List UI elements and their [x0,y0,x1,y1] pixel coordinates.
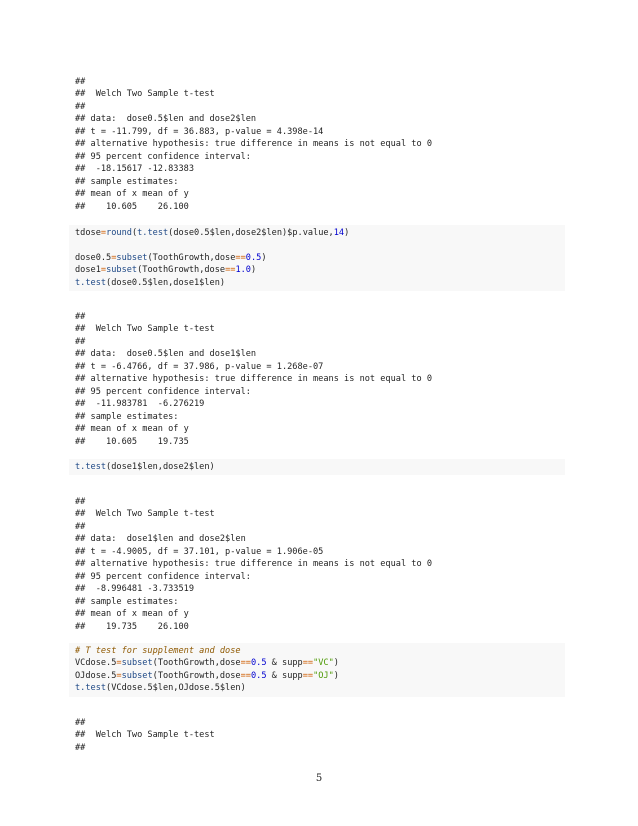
output-line: ## [75,497,86,507]
code-line: dose0.5=subset(ToothGrowth,dose==0.5) [75,252,267,263]
output-line: ## data: dose1$len and dose2$len [75,534,246,545]
page-number: 5 [315,773,323,784]
output-line: ## 10.605 19.735 [75,436,189,447]
output-line: ## [75,77,86,87]
output-line: ## mean of x mean of y [75,609,189,620]
output-line: ## 10.605 26.100 [75,201,189,212]
r-output-welch-test-1 [75,76,565,213]
code-line: t.test(dose0.5$len,dose1$len) [75,277,226,288]
output-line: ## alternative hypothesis: true difference in means is not equal to 0 [75,139,432,150]
output-line: ## sample estimates: [75,176,179,187]
output-line: ## t = -6.4766, df = 37.986, p-value = 1.268e-07 [75,361,324,372]
r-output-welch-test-4 [75,717,565,754]
r-output-welch-test-3 [75,496,565,633]
code-comment-line: # T test for supplement and dose [75,646,241,656]
r-code-block-2 [69,459,565,475]
r-code-block-3 [69,643,565,697]
code-line: t.test(VCdose.5$len,OJdose.5$len) [75,683,246,694]
output-line: ## [75,521,86,532]
output-line: ## [75,101,86,112]
output-line: ## mean of x mean of y [75,189,189,200]
code-line: VCdose.5=subset(ToothGrowth,dose==0.5 & supp=="VC") [75,658,339,669]
output-line: ## -8.996481 -3.733519 [75,584,194,595]
output-line: ## 95 percent confidence interval: [75,571,251,582]
output-line: ## Welch Two Sample t-test [75,89,215,100]
output-line: ## data: dose0.5$len and dose2$len [75,114,257,125]
output-line: ## [75,336,86,347]
output-line: ## -11.983781 -6.276219 [75,399,205,410]
output-line: ## t = -11.799, df = 36.883, p-value = 4.398e-14 [75,126,324,137]
output-line: ## sample estimates: [75,596,179,607]
output-line: ## [75,742,86,753]
output-line: ## -18.15617 -12.83383 [75,164,194,175]
r-output-welch-test-2 [75,311,565,448]
r-code-block-1 [69,225,565,291]
code-line: dose1=subset(ToothGrowth,dose==1.0) [75,265,257,276]
code-line: OJdose.5=subset(ToothGrowth,dose==0.5 & supp=="OJ") [75,670,339,681]
output-line: ## t = -4.9005, df = 37.101, p-value = 1.906e-05 [75,546,324,557]
output-line: ## [75,718,86,728]
output-line: ## 19.735 26.100 [75,621,189,632]
output-line: ## data: dose0.5$len and dose1$len [75,349,257,360]
output-line: ## alternative hypothesis: true difference in means is not equal to 0 [75,559,432,570]
output-line: ## Welch Two Sample t-test [75,509,215,520]
output-line: ## sample estimates: [75,411,179,422]
output-line: ## 95 percent confidence interval: [75,386,251,397]
output-line: ## alternative hypothesis: true difference in means is not equal to 0 [75,374,432,385]
output-line: ## Welch Two Sample t-test [75,324,215,335]
output-line: ## [75,312,86,322]
output-line: ## 95 percent confidence interval: [75,151,251,162]
output-line: ## Welch Two Sample t-test [75,730,215,741]
output-line: ## mean of x mean of y [75,424,189,435]
code-line: tdose=round(t.test(dose0.5$len,dose2$len)$p.value,14) [75,228,350,238]
code-line: t.test(dose1$len,dose2$len) [75,462,215,472]
